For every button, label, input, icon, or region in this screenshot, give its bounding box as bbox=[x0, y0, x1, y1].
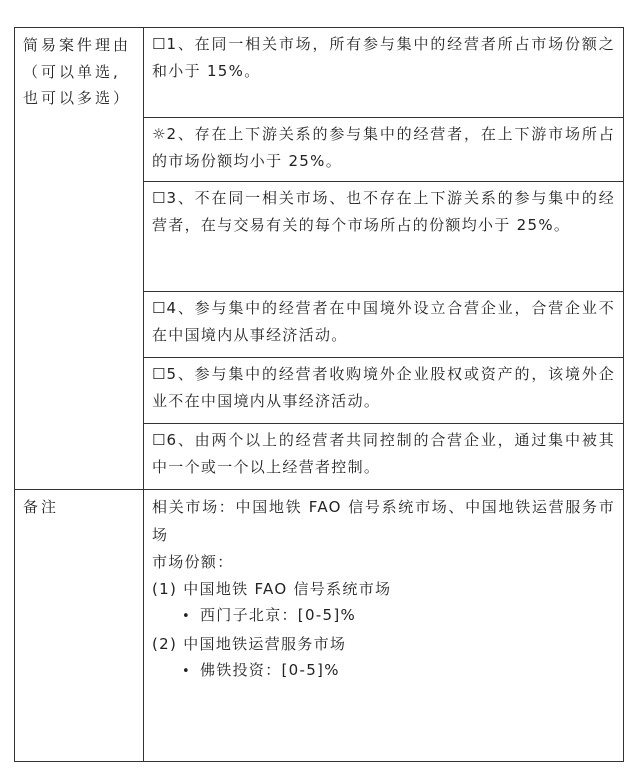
bullet-icon: • bbox=[182, 664, 190, 679]
option-cell-3 bbox=[144, 182, 624, 292]
case-form-table bbox=[14, 27, 624, 762]
option-text-5: 5、参与集中的经营者收购境外企业股权或资产的，该境外企业不在中国境内从事经济活动。 bbox=[152, 365, 615, 410]
option-cell-5 bbox=[144, 358, 624, 424]
option-cell-4 bbox=[144, 292, 624, 358]
notes-label: 备注 bbox=[23, 498, 60, 516]
checkbox-5[interactable]: ☐ bbox=[152, 365, 166, 383]
option-cell-2 bbox=[144, 118, 624, 182]
option-text-3: 3、不在同一相关市场、也不存在上下游关系的参与集中的经营者，在与交易有关的每个市场所占的份额均小于 25%。 bbox=[152, 189, 615, 234]
market2-share-item bbox=[152, 657, 615, 686]
reason-label: 简易案件理由（可以单选,也可以多选） bbox=[23, 36, 132, 107]
option-text-1: 1、在同一相关市场，所有参与集中的经营者所占市场份额之和小于 15%。 bbox=[152, 35, 615, 80]
reason-label-cell bbox=[15, 28, 144, 490]
market-share-heading: 市场份额： bbox=[152, 553, 234, 571]
option-cell-1 bbox=[144, 28, 624, 118]
option-text-2: 2、存在上下游关系的参与集中的经营者，在上下游市场所占的市场份额均小于 25%。 bbox=[152, 125, 615, 170]
option-text-6: 6、由两个以上的经营者共同控制的合营企业，通过集中被其中一个或一个以上经营者控制。 bbox=[152, 431, 615, 476]
checkbox-3[interactable]: ☐ bbox=[152, 189, 166, 207]
market1-heading: (1) 中国地铁 FAO 信号系统市场 bbox=[152, 579, 392, 598]
checkbox-6[interactable]: ☐ bbox=[152, 431, 166, 449]
checkbox-4[interactable]: ☐ bbox=[152, 299, 166, 317]
notes-label-cell bbox=[15, 490, 144, 762]
checkbox-1[interactable]: ☐ bbox=[152, 35, 166, 53]
market2-share-text: 佛铁投资：[0-5]% bbox=[200, 661, 340, 679]
market1-share-text: 西门子北京：[0-5]% bbox=[200, 606, 357, 624]
market2-heading: (2) 中国地铁运营服务市场 bbox=[152, 634, 347, 653]
checkbox-2[interactable]: ☼ bbox=[152, 125, 166, 143]
market1-share-item bbox=[152, 602, 615, 631]
bullet-icon: • bbox=[182, 609, 190, 624]
option-text-4: 4、参与集中的经营者在中国境外设立合营企业，合营企业不在中国境内从事经济活动。 bbox=[152, 299, 615, 344]
relevant-market-text: 相关市场：中国地铁 FAO 信号系统市场、中国地铁运营服务市场 bbox=[152, 498, 615, 544]
notes-cell bbox=[144, 490, 624, 762]
option-cell-6 bbox=[144, 424, 624, 490]
